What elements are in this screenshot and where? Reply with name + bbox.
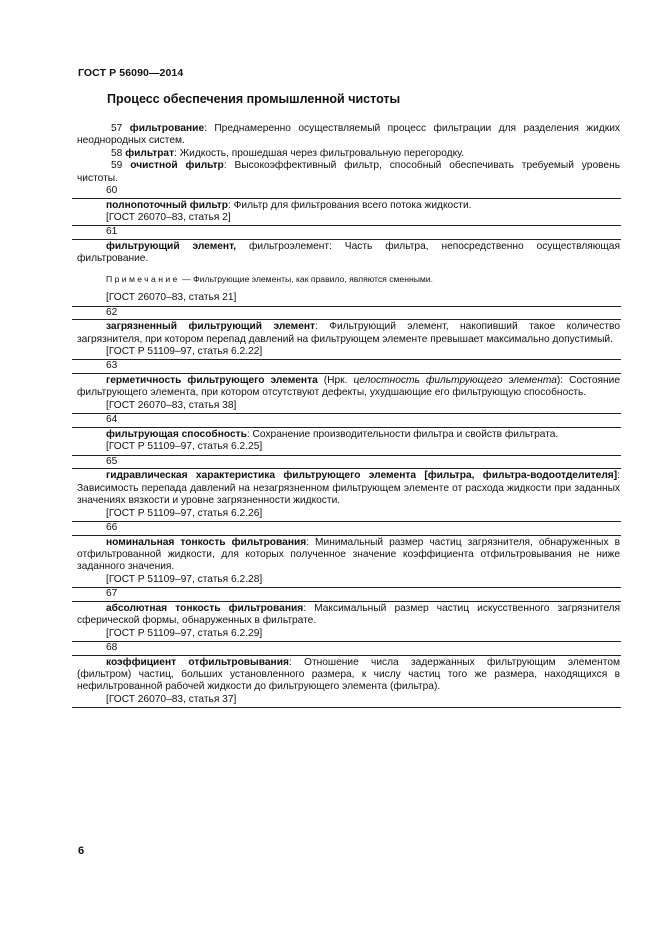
term-entry-63 (72, 373, 621, 414)
section-title: Процесс обеспечения промышленной чистоты (107, 92, 401, 106)
term-source: [ГОСТ Р 51109–97, статья 6.2.26] (106, 507, 263, 519)
term-number: 68 (106, 641, 118, 653)
term-entry-60 (72, 198, 621, 227)
term-source: [ГОСТ 26070–83, статья 38] (106, 399, 237, 411)
term-name: фильтрующая способность (106, 428, 247, 440)
term-source: [ГОСТ Р 51109–97, статья 6.2.25] (106, 441, 263, 453)
term-entry-62 (72, 319, 621, 360)
term-definition: : Жидкость, прошедшая через фильтровальную перегородку. (174, 147, 465, 159)
terms-content (72, 123, 621, 708)
term-name: абсолютная тонкость фильтрования (106, 602, 304, 614)
term-number: 57 (111, 123, 123, 134)
term-name: фильтрующий элемент, (106, 241, 237, 253)
note-text: — Фильтрующие элементы, как правило, являются сменными. (179, 273, 433, 284)
term-source: [ГОСТ Р 51109–97, статья 6.2.29] (106, 627, 263, 639)
term-58 (72, 148, 621, 160)
note-label: Примечание (106, 273, 180, 284)
term-definition: : Сохранение производительности фильтра и свойств фильтрата. (246, 428, 559, 440)
term-number: 63 (106, 360, 118, 372)
term-name: коэффициент отфильтровывания (106, 656, 289, 668)
term-source: [ГОСТ 26070–83, статья 37] (106, 693, 237, 705)
term-number: 61 (106, 226, 118, 238)
term-definition: : Отношение числа задержанных фильтрующим элементом (фильтром) частиц, больших установленного размера, к числу частиц того же размера, находящихся в нефильтрованной рабочей жидкости до фильтрующего элемента (фильтра). (77, 656, 620, 693)
document-code: ГОСТ Р 56090—2014 (78, 67, 184, 79)
page-number: 6 (78, 845, 85, 857)
term-source: [ГОСТ Р 51109–97, статья 6.2.22] (106, 346, 263, 358)
term-number: 62 (106, 306, 118, 318)
term-definition: : Максимальный размер частиц искусственного загрязнителя сферической формы, обнаруженных в фильтрате. (77, 602, 620, 627)
term-name: герметичность фильтрующего элемента (106, 375, 318, 387)
term-number: 59 (111, 160, 123, 172)
term-name: полнопоточный фильтр (106, 199, 229, 211)
term-name: очистной фильтр (130, 160, 224, 172)
term-entry-67 (72, 601, 621, 642)
term-definition: : Фильтр для фильтрования всего потока жидкости. (228, 199, 472, 211)
term-source: [ГОСТ 26070–83, статья 21] (106, 292, 237, 304)
term-entry-68 (72, 655, 621, 709)
term-definition: ): Состояние фильтрующего элемента, при котором отсутствуют дефекты, ухудшающие его фильтрующую способность. (77, 375, 620, 399)
term-definition: : Преднамеренно осуществляемый процесс фильтрации для разделения жидких неоднородных систем. (77, 123, 620, 147)
term-entry-61 (72, 239, 621, 307)
term-number: 66 (106, 521, 118, 533)
term-entry-65 (72, 468, 621, 522)
term-number: 58 (111, 147, 123, 159)
term-name: гидравлическая характеристика фильтрующего элемента [фильтра, фильтра-водоотделителя] (106, 470, 618, 482)
term-definition: : Высокоэффективный фильтр, способный обеспечивать требуемый уровень чистоты. (77, 160, 621, 184)
term-name: загрязненный фильтрующий элемент (106, 321, 316, 333)
term-definition: : Зависимость перепада давлений на незагрязненном фильтрующем элементе от расхода жидкости при заданных значениях вязкости и уровне загрязненности жидкости. (77, 470, 620, 507)
term-number: 65 (106, 455, 118, 467)
term-definition-prefix: (Нрк. (317, 375, 354, 387)
term-source: [ГОСТ Р 51109–97, статья 6.2.28] (106, 573, 263, 585)
term-source: [ГОСТ 26070–83, статья 2] (106, 212, 231, 224)
term-name: фильтрование (129, 123, 205, 134)
term-definition: : Минимальный размер частиц загрязнителя, обнаруженных в отфильтрованной жидкости, для которых полученное значение коэффициента отфильтровывания не ниже заданного значения. (77, 536, 620, 573)
term-name: фильтрат (125, 147, 175, 159)
term-entry-64 (72, 427, 621, 456)
term-number: 64 (106, 414, 118, 426)
deprecated-term: целостность фильтрующего элемента (353, 375, 557, 387)
term-definition: фильтроэлемент: Часть фильтра, непосредственно осуществляющая фильтрование. (77, 241, 620, 265)
term-note (77, 273, 620, 285)
term-entry-66 (72, 535, 621, 589)
term-number: 67 (106, 588, 118, 600)
term-57 (72, 123, 621, 148)
term-name: номинальная тонкость фильтрования (106, 536, 307, 548)
term-definition: : Фильтрующий элемент, накопивший такое количество загрязнителя, при котором перепад давлений на фильтрующем элементе превышает максимально допустимый. (77, 321, 620, 345)
term-59 (72, 160, 621, 185)
term-number: 60 (106, 185, 118, 197)
